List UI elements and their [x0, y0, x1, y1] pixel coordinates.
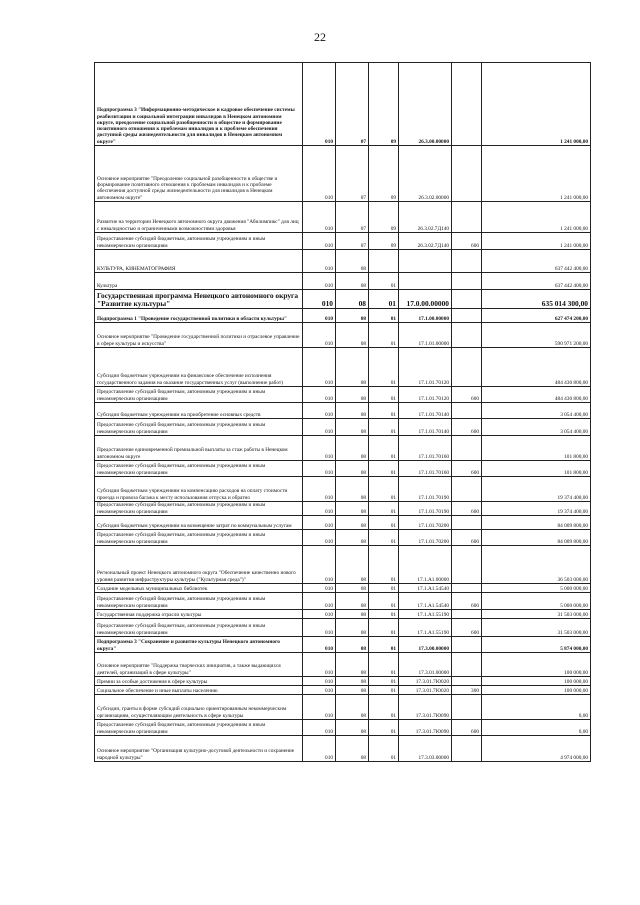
table-row [95, 619, 591, 637]
table-row [95, 593, 591, 610]
cell-expense-type [452, 546, 482, 584]
cell-expense-type [452, 637, 482, 653]
cell-subsection: 01 [369, 637, 399, 653]
cell-target-article: 17.1.01.70120 [399, 387, 452, 403]
cell-section: 07 [336, 63, 369, 146]
budget-table-body [95, 63, 591, 762]
cell-section: 08 [336, 736, 369, 762]
table-row [95, 387, 591, 403]
cell-amount: 100 000,00 [482, 653, 591, 677]
cell-expense-type [452, 323, 482, 348]
cell-grbs: 010 [303, 695, 336, 720]
cell-section: 08 [336, 637, 369, 653]
cell-grbs: 010 [303, 546, 336, 584]
cell-amount: 3 054 400,00 [482, 403, 591, 419]
table-row [95, 63, 591, 146]
cell-grbs: 010 [303, 309, 336, 323]
cell-section: 08 [336, 502, 369, 516]
cell-section: 08 [336, 619, 369, 637]
table-row [95, 502, 591, 516]
cell-name: Предоставление субсидий бюджетным, автономным учреждениям и иным некоммерческим организациям [95, 461, 303, 477]
cell-section: 08 [336, 610, 369, 619]
cell-target-article: 17.1.01.70160 [399, 436, 452, 461]
cell-target-article: 17.1.01.70160 [399, 461, 452, 477]
cell-grbs: 010 [303, 436, 336, 461]
table-row [95, 584, 591, 593]
cell-expense-type [452, 348, 482, 387]
cell-grbs: 010 [303, 720, 336, 736]
cell-target-article: 17.1.A1.55190 [399, 610, 452, 619]
cell-section: 08 [336, 250, 369, 273]
cell-grbs: 010 [303, 387, 336, 403]
table-row [95, 290, 591, 309]
cell-expense-type: 600 [452, 720, 482, 736]
cell-target-article: 17.1.01.70200 [399, 516, 452, 530]
cell-expense-type [452, 290, 482, 309]
cell-target-article: 17.1.01.70120 [399, 348, 452, 387]
cell-grbs: 010 [303, 653, 336, 677]
cell-name: Предоставление субсидий бюджетным, автономным учреждениям и иным некоммерческим организациям [95, 233, 303, 250]
cell-subsection: 01 [369, 436, 399, 461]
cell-subsection: 01 [369, 610, 399, 619]
cell-grbs: 010 [303, 63, 336, 146]
cell-expense-type [452, 202, 482, 233]
cell-amount: 4 974 000,00 [482, 736, 591, 762]
cell-amount: 5 000 000,00 [482, 584, 591, 593]
cell-expense-type: 600 [452, 530, 482, 546]
cell-subsection: 01 [369, 686, 399, 695]
cell-name: Основное мероприятие "Проведение государственной политики и отраслевое управление в сфере культуры и искусства" [95, 323, 303, 348]
cell-grbs: 010 [303, 146, 336, 202]
cell-grbs: 010 [303, 584, 336, 593]
cell-expense-type: 600 [452, 233, 482, 250]
cell-target-article: 17.1.01.00000 [399, 323, 452, 348]
cell-expense-type [452, 436, 482, 461]
cell-section: 08 [336, 273, 369, 290]
cell-amount: 1 241 000,00 [482, 63, 591, 146]
cell-amount: 627 474 200,00 [482, 309, 591, 323]
cell-expense-type: 300 [452, 686, 482, 695]
cell-subsection: 09 [369, 233, 399, 250]
cell-section: 08 [336, 720, 369, 736]
cell-expense-type [452, 677, 482, 686]
cell-section: 08 [336, 461, 369, 477]
cell-amount: 1 241 000,00 [482, 146, 591, 202]
cell-expense-type [452, 653, 482, 677]
cell-section: 08 [336, 516, 369, 530]
table-row [95, 720, 591, 736]
cell-grbs: 010 [303, 736, 336, 762]
cell-expense-type [452, 146, 482, 202]
cell-amount: 101 800,00 [482, 461, 591, 477]
cell-section: 08 [336, 419, 369, 436]
cell-name: Предоставление субсидий бюджетным, автономным учреждениям и иным некоммерческим организациям [95, 619, 303, 637]
cell-name: Региональный проект Ненецкого автономного округа "Обеспечение качественно нового уровня развития инфраструктуры культуры ("Культурная среда")" [95, 546, 303, 584]
budget-table [94, 62, 591, 762]
cell-subsection [369, 250, 399, 273]
cell-name: Предоставление единовременной премиальной выплаты за стаж работы в Ненецком автономном округе [95, 436, 303, 461]
cell-grbs: 010 [303, 686, 336, 695]
cell-subsection: 01 [369, 516, 399, 530]
cell-name: Предоставление субсидий бюджетным, автономным учреждениям и иным некоммерческим организациям [95, 720, 303, 736]
cell-section: 08 [336, 309, 369, 323]
table-row [95, 637, 591, 653]
table-row [95, 695, 591, 720]
cell-name: Основное мероприятие "Поддержка творческих инициатив, а также выдающихся деятелей, организаций в сфере культуры" [95, 653, 303, 677]
cell-grbs: 010 [303, 348, 336, 387]
cell-subsection: 01 [369, 530, 399, 546]
cell-name: Социальное обеспечение и иные выплаты населению [95, 686, 303, 695]
cell-expense-type [452, 516, 482, 530]
cell-section: 08 [336, 593, 369, 610]
cell-amount: 101 800,00 [482, 436, 591, 461]
table-row [95, 530, 591, 546]
cell-section: 08 [336, 477, 369, 502]
cell-grbs: 010 [303, 233, 336, 250]
cell-expense-type: 600 [452, 619, 482, 637]
cell-section: 08 [336, 323, 369, 348]
cell-section: 07 [336, 146, 369, 202]
cell-name: Субсидии бюджетным учреждениям на возмещение затрат по коммунальным услугам [95, 516, 303, 530]
cell-amount: 31 503 000,00 [482, 610, 591, 619]
cell-section: 08 [336, 686, 369, 695]
cell-subsection: 01 [369, 584, 399, 593]
cell-subsection: 01 [369, 477, 399, 502]
cell-amount: 590 971 200,00 [482, 323, 591, 348]
cell-subsection: 09 [369, 146, 399, 202]
cell-subsection: 01 [369, 502, 399, 516]
cell-target-article: 26.3.02.7Д140 [399, 233, 452, 250]
cell-target-article: 26.3.00.00000 [399, 63, 452, 146]
cell-expense-type [452, 584, 482, 593]
cell-amount: 0,00 [482, 695, 591, 720]
table-row [95, 436, 591, 461]
cell-section: 08 [336, 546, 369, 584]
cell-grbs: 010 [303, 619, 336, 637]
cell-subsection: 01 [369, 387, 399, 403]
cell-amount: 3 054 400,00 [482, 419, 591, 436]
cell-grbs: 010 [303, 530, 336, 546]
cell-target-article [399, 250, 452, 273]
cell-expense-type: 600 [452, 593, 482, 610]
cell-grbs: 010 [303, 419, 336, 436]
cell-subsection: 01 [369, 309, 399, 323]
table-row [95, 323, 591, 348]
cell-expense-type [452, 736, 482, 762]
table-row [95, 516, 591, 530]
cell-expense-type [452, 273, 482, 290]
cell-name: Создание модельных муниципальных библиотек [95, 584, 303, 593]
cell-grbs: 010 [303, 461, 336, 477]
cell-name: Субсидии бюджетным учреждениям на приобретение основных средств [95, 403, 303, 419]
cell-target-article: 17.1.A1.00000 [399, 546, 452, 584]
cell-target-article: 17.3.00.00000 [399, 637, 452, 653]
cell-subsection: 09 [369, 63, 399, 146]
cell-target-article: 17.3.01.7Ю090 [399, 720, 452, 736]
cell-grbs: 010 [303, 250, 336, 273]
cell-subsection: 01 [369, 419, 399, 436]
cell-amount: 100 000,00 [482, 677, 591, 686]
cell-target-article: 17.1.A1.55190 [399, 619, 452, 637]
cell-expense-type [452, 309, 482, 323]
cell-amount: 1 241 000,00 [482, 202, 591, 233]
cell-amount: 0,00 [482, 720, 591, 736]
cell-expense-type: 600 [452, 387, 482, 403]
cell-target-article: 17.1.01.70140 [399, 403, 452, 419]
cell-expense-type [452, 695, 482, 720]
cell-grbs: 010 [303, 637, 336, 653]
cell-section: 07 [336, 233, 369, 250]
cell-subsection: 01 [369, 461, 399, 477]
cell-name: Подпрограмма 1 "Проведение государственной политики в области культуры" [95, 309, 303, 323]
cell-target-article: 26.3.02.00000 [399, 146, 452, 202]
table-row [95, 653, 591, 677]
cell-amount: 84 009 800,00 [482, 530, 591, 546]
cell-section: 08 [336, 348, 369, 387]
cell-amount: 19 374 400,00 [482, 502, 591, 516]
cell-grbs: 010 [303, 516, 336, 530]
cell-target-article: 17.3.01.7Ю090 [399, 695, 452, 720]
cell-amount: 100 000,00 [482, 686, 591, 695]
cell-section: 07 [336, 202, 369, 233]
cell-amount: 635 014 300,00 [482, 290, 591, 309]
cell-target-article: 17.0.00.00000 [399, 290, 452, 309]
cell-amount: 637 442 400,00 [482, 273, 591, 290]
cell-name: Предоставление субсидий бюджетным, автономным учреждениям и иным некоммерческим организациям [95, 593, 303, 610]
cell-section: 08 [336, 530, 369, 546]
table-row [95, 686, 591, 695]
cell-expense-type: 600 [452, 419, 482, 436]
cell-grbs: 010 [303, 323, 336, 348]
cell-section: 08 [336, 584, 369, 593]
cell-target-article: 17.1.01.70140 [399, 419, 452, 436]
cell-name: Субсидии бюджетным учреждениям на финансовое обеспечение исполнения государственного задания на оказание государственных услуг (выполнение работ) [95, 348, 303, 387]
cell-target-article: 17.1.00.00000 [399, 309, 452, 323]
cell-subsection: 01 [369, 736, 399, 762]
cell-amount: 5 874 000,00 [482, 637, 591, 653]
cell-name: Предоставление субсидий бюджетным, автономным учреждениям и иным некоммерческим организациям [95, 419, 303, 436]
cell-name: Развитие на территории Ненецкого автономного округа движения "Абилимпикс" для лиц с инвалидностью и ограниченными возможностями здоровья [95, 202, 303, 233]
cell-subsection: 01 [369, 546, 399, 584]
cell-subsection: 01 [369, 403, 399, 419]
cell-grbs: 010 [303, 290, 336, 309]
cell-name: Подпрограмма 3 "Сохранение и развитие культуры Ненецкого автономного округа" [95, 637, 303, 653]
cell-expense-type [452, 63, 482, 146]
cell-target-article: 17.1.A1.54540 [399, 593, 452, 610]
cell-subsection: 01 [369, 720, 399, 736]
cell-target-article: 17.3.01.00000 [399, 653, 452, 677]
table-row [95, 736, 591, 762]
cell-grbs: 010 [303, 502, 336, 516]
page-number: 22 [314, 30, 326, 44]
cell-name: Субсидии, гранты в форме субсидий социально ориентированным некоммерческим организациям, осуществляющим деятельность в сфере культуры [95, 695, 303, 720]
cell-grbs: 010 [303, 202, 336, 233]
table-row [95, 546, 591, 584]
cell-target-article: 17.1.01.70190 [399, 477, 452, 502]
cell-target-article: 17.1.01.70200 [399, 530, 452, 546]
cell-subsection: 01 [369, 695, 399, 720]
cell-name: Предоставление субсидий бюджетным, автономным учреждениям и иным некоммерческим организациям [95, 530, 303, 546]
cell-grbs: 010 [303, 610, 336, 619]
cell-subsection: 01 [369, 677, 399, 686]
cell-name: Предоставление субсидий бюджетным, автономным учреждениям и иным некоммерческим организациям [95, 387, 303, 403]
cell-section: 08 [336, 653, 369, 677]
cell-subsection: 01 [369, 290, 399, 309]
cell-amount: 484 430 800,00 [482, 348, 591, 387]
cell-name: Предоставление субсидий бюджетным, автономным учреждениям и иным некоммерческим организациям [95, 502, 303, 516]
cell-expense-type [452, 610, 482, 619]
cell-target-article: 26.3.02.7Д140 [399, 202, 452, 233]
cell-name: Государственная поддержка отрасли культуры [95, 610, 303, 619]
cell-expense-type [452, 403, 482, 419]
cell-section: 08 [336, 695, 369, 720]
cell-name: Премии за особые достижения в сфере культуры [95, 677, 303, 686]
table-row [95, 250, 591, 273]
cell-subsection: 01 [369, 323, 399, 348]
cell-grbs: 010 [303, 677, 336, 686]
cell-section: 08 [336, 290, 369, 309]
cell-target-article: 17.1.A1.54540 [399, 584, 452, 593]
cell-target-article: 17.3.01.7Ю020 [399, 686, 452, 695]
cell-subsection: 01 [369, 619, 399, 637]
table-row [95, 403, 591, 419]
cell-subsection: 01 [369, 348, 399, 387]
cell-target-article: 17.3.01.7Ю020 [399, 677, 452, 686]
table-row [95, 273, 591, 290]
cell-section: 08 [336, 436, 369, 461]
table-row [95, 233, 591, 250]
cell-amount: 637 442 400,00 [482, 250, 591, 273]
table-row [95, 677, 591, 686]
table-row [95, 610, 591, 619]
cell-grbs: 010 [303, 403, 336, 419]
cell-section: 08 [336, 403, 369, 419]
cell-subsection: 01 [369, 593, 399, 610]
cell-expense-type: 600 [452, 502, 482, 516]
cell-name: Субсидии бюджетным учреждениям на компенсацию расходов на оплату стоимости проезда и провоза багажа к месту использования отпуска и обратно [95, 477, 303, 502]
cell-target-article: 17.1.01.70190 [399, 502, 452, 516]
cell-grbs: 010 [303, 273, 336, 290]
cell-grbs: 010 [303, 477, 336, 502]
table-row [95, 461, 591, 477]
table-row [95, 348, 591, 387]
cell-amount: 36 503 000,00 [482, 546, 591, 584]
cell-grbs: 010 [303, 593, 336, 610]
table-row [95, 477, 591, 502]
cell-expense-type: 600 [452, 461, 482, 477]
cell-amount: 84 009 800,00 [482, 516, 591, 530]
cell-amount: 484 430 800,00 [482, 387, 591, 403]
cell-name: КУЛЬТУРА, КИНЕМАТОГРАФИЯ [95, 250, 303, 273]
cell-amount: 19 374 400,00 [482, 477, 591, 502]
table-row [95, 202, 591, 233]
table-row [95, 309, 591, 323]
cell-expense-type [452, 477, 482, 502]
cell-target-article: 17.3.03.00000 [399, 736, 452, 762]
cell-section: 08 [336, 387, 369, 403]
cell-name: Культура [95, 273, 303, 290]
cell-target-article [399, 273, 452, 290]
cell-subsection: 01 [369, 273, 399, 290]
cell-expense-type [452, 250, 482, 273]
cell-name: Государственная программа Ненецкого автономного округа "Развитие культуры" [95, 290, 303, 309]
cell-amount: 31 503 000,00 [482, 619, 591, 637]
cell-name: Основное мероприятие "Преодоление социальной разобщенности в обществе и формирование позитивного отношения к проблемам инвалидов и к проблеме обеспечения доступной среды жизнедеятельности для инвалидов в Ненецком автономном округе" [95, 146, 303, 202]
cell-subsection: 09 [369, 202, 399, 233]
cell-subsection: 01 [369, 653, 399, 677]
table-row [95, 146, 591, 202]
table-row [95, 419, 591, 436]
cell-section: 08 [336, 677, 369, 686]
cell-name: Основное мероприятие "Организация культурно-досуговой деятельности и сохранение народной культуры" [95, 736, 303, 762]
cell-name: Подпрограмма 3 "Информационно-методическое и кадровое обеспечение системы реабилитации и социальной интеграции инвалидов в Ненецком автономном округе, преодоление социальной разобщенности в обществе и формирование позитивного отношения к проблемам инвалидов и к проблеме обеспечения доступной среды жизнедеятельности для инвалидов в Ненецком автономном округе" [95, 63, 303, 146]
cell-amount: 1 241 000,00 [482, 233, 591, 250]
cell-amount: 5 000 000,00 [482, 593, 591, 610]
